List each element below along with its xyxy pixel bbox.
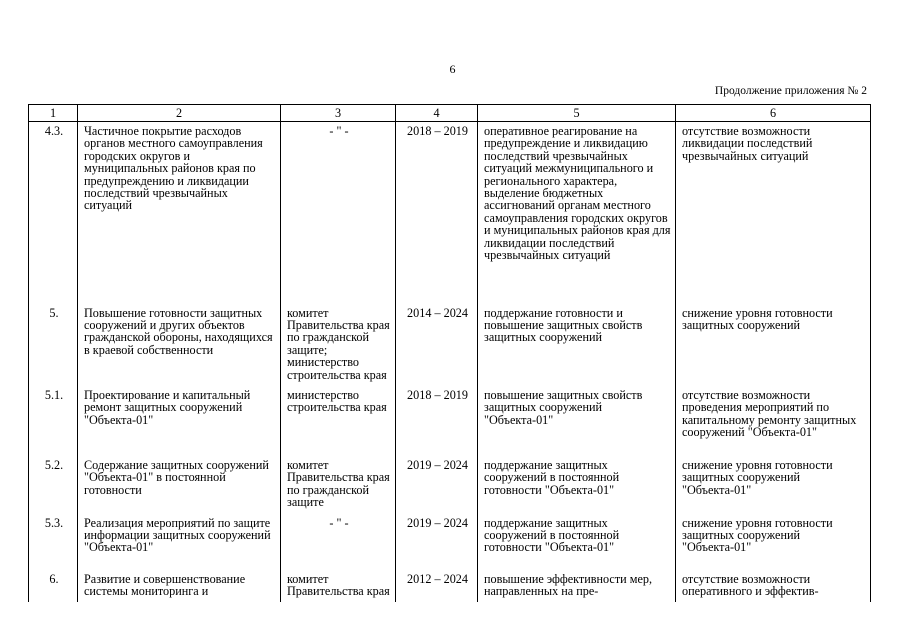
table-row [29,570,871,603]
implementation-period: 2014 – 2024 [396,304,478,386]
measure-name: Развитие и совершенствование системы мониторинга и [78,570,281,603]
responsible-executor: комитет Правительства края по гражданской защите; министерство строительства края [281,304,396,386]
row-number: 5.2. [29,456,78,514]
implementation-period: 2019 – 2024 [396,456,478,514]
header-col-1: 1 [29,105,78,122]
expected-result: оперативное реагирование на предупреждение и ликвидацию последствий чрезвычайных ситуаций межмуниципального и регионального характера, выделение бюджетных ассигнований органам местного самоуправления городских округов и муниципальных районов края для ликвидации последствий чрезвычайных ситуаций [478,122,676,304]
table-row [29,456,871,514]
measure-name: Проектирование и капитальный ремонт защитных сооружений "Объекта-01" [78,386,281,456]
table-row [29,122,871,304]
implementation-period: 2012 – 2024 [396,570,478,603]
row-number: 5.3. [29,514,78,570]
expected-result: поддержание защитных сооружений в постоянной готовности "Объекта-01" [478,514,676,570]
consequence-of-non-implementation: отсутствие возможности ликвидации последствий чрезвычайных ситуаций [676,122,871,304]
consequence-of-non-implementation: снижение уровня готовности защитных сооружений [676,304,871,386]
row-number: 5. [29,304,78,386]
expected-result: повышение эффективности мер, направленных на пре- [478,570,676,603]
header-col-6: 6 [676,105,871,122]
row-number: 6. [29,570,78,603]
consequence-of-non-implementation: отсутствие возможности проведения мероприятий по капитальному ремонту защитных сооружений "Объекта-01" [676,386,871,456]
header-col-2: 2 [78,105,281,122]
table-row [29,514,871,570]
row-number: 4.3. [29,122,78,304]
expected-result: поддержание готовности и повышение защитных свойств защитных сооружений [478,304,676,386]
implementation-period: 2018 – 2019 [396,122,478,304]
table-row [29,386,871,456]
continuation-label: Продолжение приложения № 2 [714,85,867,97]
table-row [29,304,871,386]
page-number: 6 [449,62,456,76]
measure-name: Повышение готовности защитных сооружений и других объектов гражданской обороны, находящихся в краевой собственности [78,304,281,386]
responsible-executor: комитет Правительства края [281,570,396,603]
implementation-period: 2018 – 2019 [396,386,478,456]
responsible-executor: - " - [281,514,396,570]
row-number: 5.1. [29,386,78,456]
header-col-3: 3 [281,105,396,122]
measure-name: Содержание защитных сооружений "Объекта-01" в постоянной готовности [78,456,281,514]
responsible-executor: - " - [281,122,396,304]
consequence-of-non-implementation: отсутствие возможности оперативного и эффектив- [676,570,871,603]
measures-table [28,104,871,602]
expected-result: повышение защитных свойств защитных сооружений "Объекта-01" [478,386,676,456]
measure-name: Реализация мероприятий по защите информации защитных сооружений "Объекта-01" [78,514,281,570]
header-col-5: 5 [478,105,676,122]
responsible-executor: министерство строительства края [281,386,396,456]
consequence-of-non-implementation: снижение уровня готовности защитных сооружений "Объекта-01" [676,514,871,570]
implementation-period: 2019 – 2024 [396,514,478,570]
consequence-of-non-implementation: снижение уровня готовности защитных сооружений "Объекта-01" [676,456,871,514]
measure-name: Частичное покрытие расходов органов местного самоуправления городских округов и муниципальных районов края по предупреждению и ликвидации последствий чрезвычайных ситуаций [78,122,281,304]
header-col-4: 4 [396,105,478,122]
expected-result: поддержание защитных сооружений в постоянной готовности "Объекта-01" [478,456,676,514]
table-header-row [29,105,871,122]
responsible-executor: комитет Правительства края по гражданской защите [281,456,396,514]
